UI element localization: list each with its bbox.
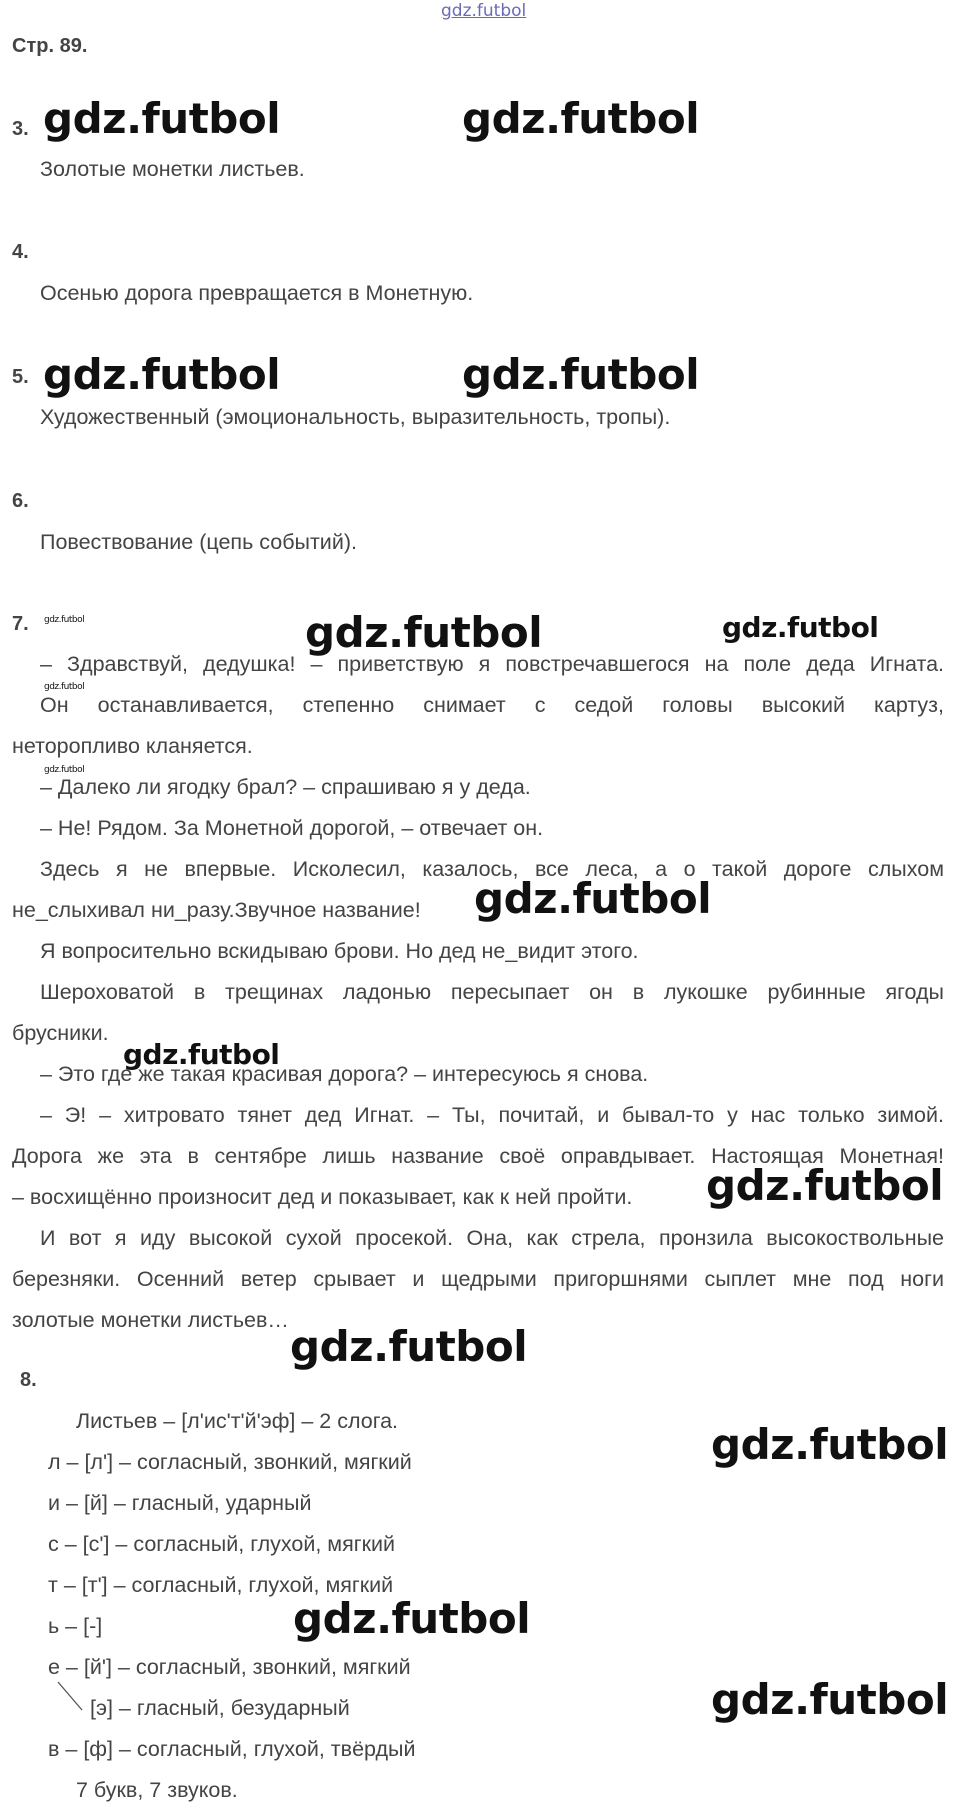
branch-line-icon [56, 1680, 86, 1714]
task-8-letter: л – [л'] – согласный, звонкий, мягкий [48, 1450, 412, 1474]
task-7-number: 7. [12, 613, 29, 635]
task-7-line: Он останавливается, степенно снимает с седой головы высокий картуз, [40, 693, 944, 717]
task-7-line: И вот я иду высокой сухой просекой. Она, как стрела, пронзила высокоствольные [40, 1226, 944, 1250]
watermark: gdz.futbol [44, 765, 85, 775]
task-7-line: – Здравствуй, дедушка! – приветствую я повстречавшегося на поле деда Игната. [40, 652, 944, 676]
watermark: gdz.futbol [462, 350, 700, 399]
task-8-letter: е – [й'] – согласный, звонкий, мягкий [48, 1655, 411, 1679]
task-3-answer: Золотые монетки листьев. [40, 157, 305, 181]
page-label: Стр. 89. [12, 35, 88, 57]
task-8-letter: ь – [-] [48, 1614, 103, 1638]
task-8-letter: [э] – гласный, безударный [90, 1696, 350, 1720]
task-7-line: – Далеко ли ягодку брал? – спрашиваю я у деда. [40, 775, 531, 799]
watermark: gdz.futbol [711, 1420, 949, 1469]
task-8-number: 8. [20, 1369, 37, 1391]
task-7-line: березняки. Осенний ветер срывает и щедрыми пригоршнями сыплет мне под ноги [12, 1267, 944, 1291]
task-5-answer: Художественный (эмоциональность, выразительность, тропы). [40, 405, 671, 429]
watermark-top-link[interactable]: gdz.futbol [441, 1, 527, 21]
watermark: gdz.futbol [123, 1038, 280, 1071]
watermark: gdz.futbol [44, 682, 85, 692]
task-7-line: Шероховатой в трещинах ладонью пересыпает он в лукошке рубинные ягоды [40, 980, 944, 1004]
task-7-line: – Это где же такая красивая дорога? – интересуюсь я снова. [40, 1062, 649, 1086]
task-8-letter: в – [ф] – согласный, глухой, твёрдый [48, 1737, 416, 1761]
task-8-word-line: Листьев – [л'ис'т'й'эф] – 2 слога. [76, 1409, 399, 1433]
task-8-letter: с – [с'] – согласный, глухой, мягкий [48, 1532, 395, 1556]
task-7-line: – Не! Рядом. За Монетной дорогой, – отвечает он. [40, 816, 544, 840]
task-3-number: 3. [12, 118, 29, 140]
watermark: gdz.futbol [711, 1675, 949, 1724]
task-8-letter: и – [й] – гласный, ударный [48, 1491, 312, 1515]
task-7-line: золотые монетки листьев… [12, 1308, 289, 1332]
task-7-line: Я вопросительно вскидываю брови. Но дед не_видит этого. [40, 939, 639, 963]
watermark: gdz.futbol [293, 1594, 531, 1643]
watermark: gdz.futbol [722, 611, 879, 644]
watermark: gdz.futbol [474, 874, 712, 923]
task-4-number: 4. [12, 241, 29, 263]
task-7-line: брусники. [12, 1021, 109, 1045]
task-7-line: Дорога же эта в сентябре лишь название своё оправдывает. Настоящая Монетная! [12, 1144, 944, 1168]
task-5-number: 5. [12, 366, 29, 388]
watermark: gdz.futbol [290, 1322, 528, 1371]
task-8-summary: 7 букв, 7 звуков. [76, 1778, 238, 1802]
task-7-line: Здесь я не впервые. Исколесил, казалось, все леса, а о такой дороге слыхом [40, 857, 944, 881]
task-6-answer: Повествование (цепь событий). [40, 530, 357, 554]
watermark: gdz.futbol [305, 608, 543, 657]
task-7-line: неторопливо кланяется. [12, 734, 253, 758]
task-8-letter: т – [т'] – согласный, глухой, мягкий [48, 1573, 394, 1597]
task-7-line: – Э! – хитровато тянет дед Игнат. – Ты, почитай, и бывал-то у нас только зимой. [40, 1103, 944, 1127]
task-6-number: 6. [12, 490, 29, 512]
watermark: gdz.futbol [706, 1161, 944, 1210]
watermark: gdz.futbol [43, 350, 281, 399]
task-4-answer: Осенью дорога превращается в Монетную. [40, 281, 474, 305]
watermark: gdz.futbol [462, 94, 700, 143]
task-7-line: – восхищённо произносит дед и показывает, как к ней пройти. [12, 1185, 633, 1209]
watermark: gdz.futbol [43, 94, 281, 143]
watermark: gdz.futbol [44, 615, 85, 625]
task-7-line: не_слыхивал ни_разу.Звучное название! [12, 898, 421, 922]
